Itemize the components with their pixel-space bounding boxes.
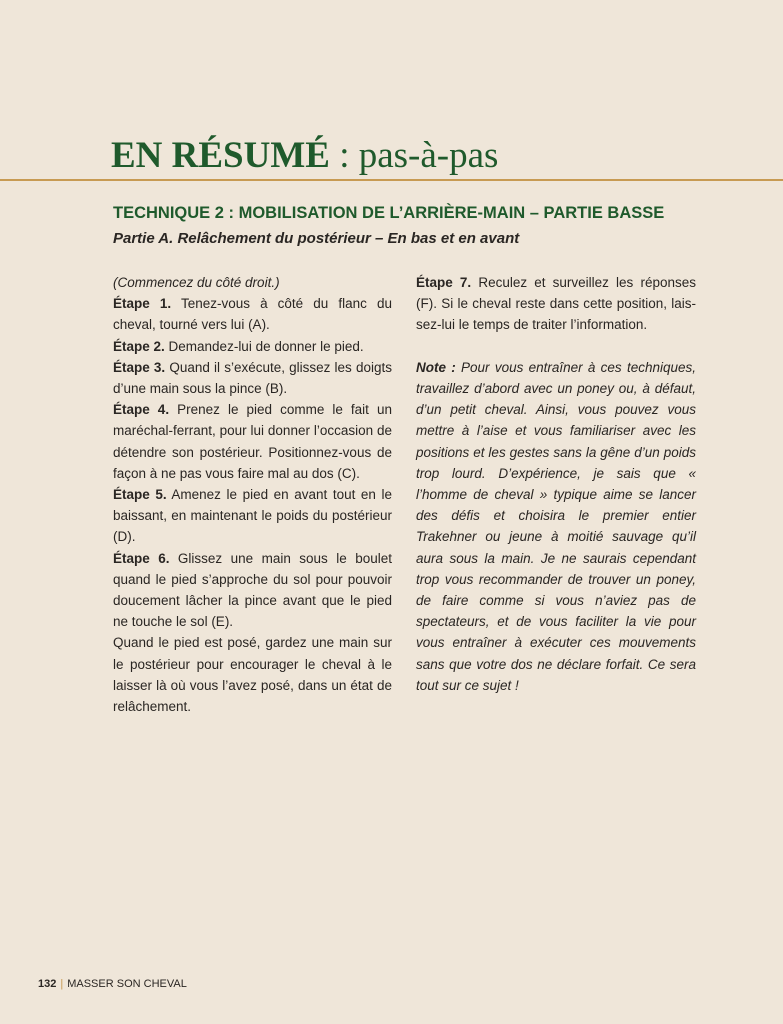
part-heading: Partie A. Relâchement du postérieur – En bas et en avant bbox=[113, 230, 520, 247]
step-5 bbox=[113, 484, 392, 548]
step-label: Étape 2. bbox=[113, 338, 165, 354]
page-title bbox=[111, 134, 498, 178]
step-text: Amenez le pied en avant tout en le baissant, en maintenant le poids du postérieur (D). bbox=[113, 487, 392, 545]
step-text: Demandez-lui de donner le pied. bbox=[164, 338, 364, 354]
page-title-bold: EN RÉSUMÉ bbox=[111, 135, 330, 176]
step-1 bbox=[113, 293, 392, 335]
step-text: Prenez le pied comme le fait un maréchal-ferrant, pour lui donner l’occasion de détendre son postérieur. Positionnez-vous de façon à ne pas vous faire mal au dos (C). bbox=[113, 402, 392, 481]
book-title: MASSER SON CHEVAL bbox=[67, 978, 187, 990]
step-text: Quand il s’exécute, glissez les doigts d’une main sous la pince (B). bbox=[113, 359, 392, 397]
page-title-rest: : pas-à-pas bbox=[329, 135, 499, 176]
step-text: Reculez et surveillez les réponses (F). Si le cheval reste dans cette position, laissez-lui le temps de traiter l’information. bbox=[416, 275, 696, 333]
step-label: Étape 6. bbox=[113, 550, 170, 566]
step-7 bbox=[416, 272, 696, 336]
technique-heading: TECHNIQUE 2 : MOBILISATION DE L’ARRIÈRE-MAIN – PARTIE BASSE bbox=[113, 204, 665, 222]
step-4 bbox=[113, 399, 392, 484]
step-label: Étape 3. bbox=[113, 359, 166, 375]
step-label: Étape 7. bbox=[416, 275, 472, 290]
right-column bbox=[416, 272, 696, 696]
intro-text: (Commencez du côté droit.) bbox=[113, 275, 280, 290]
step-text: Glissez une main sous le boulet quand le pied s’approche du sol pour pouvoir doucement lâcher la pince avant que le pied ne touche le sol (E). bbox=[113, 550, 392, 630]
note-paragraph bbox=[416, 357, 696, 696]
step-label: Étape 5. bbox=[113, 487, 167, 503]
footer-separator: | bbox=[60, 978, 64, 990]
title-divider bbox=[0, 179, 783, 181]
left-column bbox=[113, 272, 392, 717]
step-label: Étape 1. bbox=[113, 296, 172, 312]
note-text: Pour vous entraîner à ces techniques, travaillez d’abord avec un poney ou, à défaut, d’un petit cheval. Ainsi, vous pouvez vous mettre à l’aise et vous familiariser avec les positions et les gestes sans la gêne d’un poids trop lourd. D’expérience, je sais que « l’homme de cheval » typique aime se lancer des défis et choisira le premier entier Trakehner ou jeune à moitié sauvage qu’il aura sous la main. Je ne saurais cependant trop vous recommander de trouver un poney, de faire comme si vous n’aviez pas de spectateurs, et de vous faciliter la vie pour vous entraîner à exécuter ces mouvements sans que votre dos ne déclare forfait. Ce sera tout sur ce sujet ! bbox=[416, 359, 696, 693]
step-2 bbox=[113, 336, 392, 357]
step-3 bbox=[113, 357, 392, 399]
step-label: Étape 4. bbox=[113, 402, 170, 418]
note-label: Note : bbox=[416, 359, 456, 375]
step-6-followup: Quand le pied est posé, gardez une main sur le postérieur pour encourager le cheval à le laisser là où vous l’avez posé, dans un état de relâchement. bbox=[113, 635, 392, 715]
page-footer bbox=[38, 977, 187, 991]
step-6 bbox=[113, 548, 392, 633]
page-number: 132 bbox=[38, 978, 57, 990]
step-text: Tenez-vous à côté du flanc du cheval, tourné vers lui (A). bbox=[113, 296, 392, 333]
